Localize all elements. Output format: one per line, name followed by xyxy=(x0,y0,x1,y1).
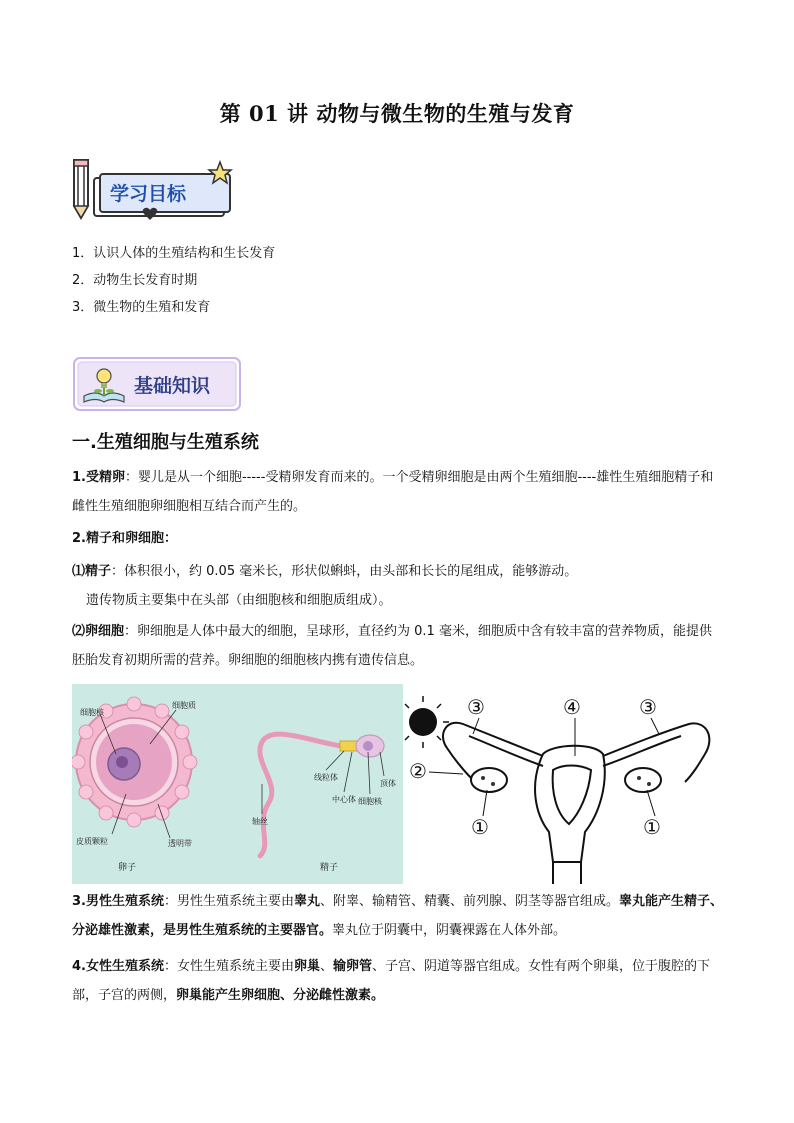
marker-1-left: ① xyxy=(471,815,489,839)
pencil-icon xyxy=(74,160,88,218)
ovary-left xyxy=(471,768,507,792)
page-title: 第 01 讲 动物与微生物的生殖与发育 xyxy=(219,101,575,126)
badge-label: 学习目标 xyxy=(110,183,187,205)
sperm-label-axoneme: 轴丝 xyxy=(252,817,268,826)
caption-egg: 卵子 xyxy=(118,863,137,873)
book-badge-graphic xyxy=(70,352,250,422)
paragraph-egg-cell xyxy=(72,617,724,675)
marker-3-right: ③ xyxy=(639,695,657,719)
learning-goals-list xyxy=(72,240,275,321)
paragraph-text: 、子宫、阴道等器官组成。女性有两个卵巢，位于腹腔的下部，子宫的两侧， xyxy=(72,959,711,1003)
sperm-label-acrosome: 顶体 xyxy=(380,779,396,788)
paragraph-text: 睾丸位于阴囊中，阴囊裸露在人体外部。 xyxy=(332,923,567,938)
marker-4: ④ xyxy=(563,695,581,719)
pencil-badge-graphic xyxy=(70,158,250,228)
egg-sperm-figure xyxy=(72,684,403,884)
egg-label-nucleus: 细胞核 xyxy=(80,708,104,717)
paragraph-sperm-genetic xyxy=(72,586,738,615)
marker-1-right: ① xyxy=(643,815,661,839)
emphasis-text: 卵巢能产生卵细胞、分泌雌性激素。 xyxy=(176,988,385,1003)
caption-sperm: 精子 xyxy=(320,863,339,873)
term-label: 1.受精卵 xyxy=(72,470,125,485)
paragraph-male-system xyxy=(72,887,724,945)
paragraph-sperm-egg-heading xyxy=(72,524,724,553)
paragraph-text: ：男性生殖系统主要由 xyxy=(163,894,294,909)
paragraph-female-system xyxy=(72,952,724,1010)
paragraph-fertilized-egg xyxy=(72,463,724,521)
goal-item: 2．动物生长发育时期 xyxy=(72,273,198,288)
sperm-label-mitochondria: 线粒体 xyxy=(314,773,338,782)
sperm-label-nucleus: 细胞核 xyxy=(358,797,382,806)
egg-label-cytoplasm: 细胞质 xyxy=(172,701,196,710)
goal-item: 1．认识人体的生殖结构和生长发育 xyxy=(72,246,276,261)
emphasis-text: 输卵管 xyxy=(333,959,373,974)
sun-egg-icon xyxy=(403,696,449,748)
paragraph-text: ：婴儿是从一个细胞-----受精卵发育而来的。一个受精卵细胞是由两个生殖细胞----雄性生殖细胞精子和雌性生殖细胞卵细胞相互结合而产生的。 xyxy=(72,470,714,514)
paragraph-text: 、 xyxy=(320,959,334,974)
goal-item: 3．微生物的生殖和发育 xyxy=(72,300,211,315)
paragraph-text: ：女性生殖系统主要由 xyxy=(163,959,294,974)
marker-2: ② xyxy=(409,759,427,783)
paragraph-sperm xyxy=(72,557,724,586)
badge-label: 基础知识 xyxy=(134,375,211,397)
paragraph-text: 、附睾、输精管、精囊、前列腺、阴茎等器官组成。 xyxy=(320,894,620,909)
emphasis-text: 睾丸能产生精子、分泌雄性激素，是男性生殖系统的主要器官。 xyxy=(72,894,724,938)
sperm-label-centriole: 中心体 xyxy=(332,795,356,804)
term-label: ⑵卵细胞 xyxy=(72,624,125,639)
term-label: ⑴精子 xyxy=(72,564,112,579)
learning-goals-badge xyxy=(70,158,250,228)
sperm-illustration xyxy=(260,734,384,856)
female-reproductive-figure xyxy=(403,684,725,884)
paragraph-text: ：卵细胞是人体中最大的细胞，呈球形，直径约为 0.1 毫米，细胞质中含有较丰富的营养物质，能提供胚胎发育初期所需的营养。卵细胞的细胞核内携有遗传信息。 xyxy=(72,624,712,668)
paragraph-text: 遗传物质主要集中在头部（由细胞核和细胞质组成）。 xyxy=(86,593,392,608)
egg-label-zona: 透明带 xyxy=(168,839,192,848)
term-label: 2.精子和卵细胞： xyxy=(72,531,177,546)
paragraph-text: ：体积很小，约 0.05 毫米长，形状似蝌蚪，由头部和长长的尾组成，能够游动。 xyxy=(111,564,578,579)
egg-label-cortical-granules: 皮质颗粒 xyxy=(76,837,108,846)
ovary-right xyxy=(625,768,661,792)
marker-3-left: ③ xyxy=(467,695,485,719)
term-label: 3.男性生殖系统 xyxy=(72,894,164,909)
emphasis-text: 睾丸 xyxy=(294,894,321,909)
basic-knowledge-badge xyxy=(70,352,250,422)
term-label: 4.女性生殖系统 xyxy=(72,959,164,974)
uterus-outline xyxy=(443,723,709,884)
emphasis-text: 卵巢 xyxy=(294,959,321,974)
section-heading: 一.生殖细胞与生殖系统 xyxy=(72,432,259,453)
